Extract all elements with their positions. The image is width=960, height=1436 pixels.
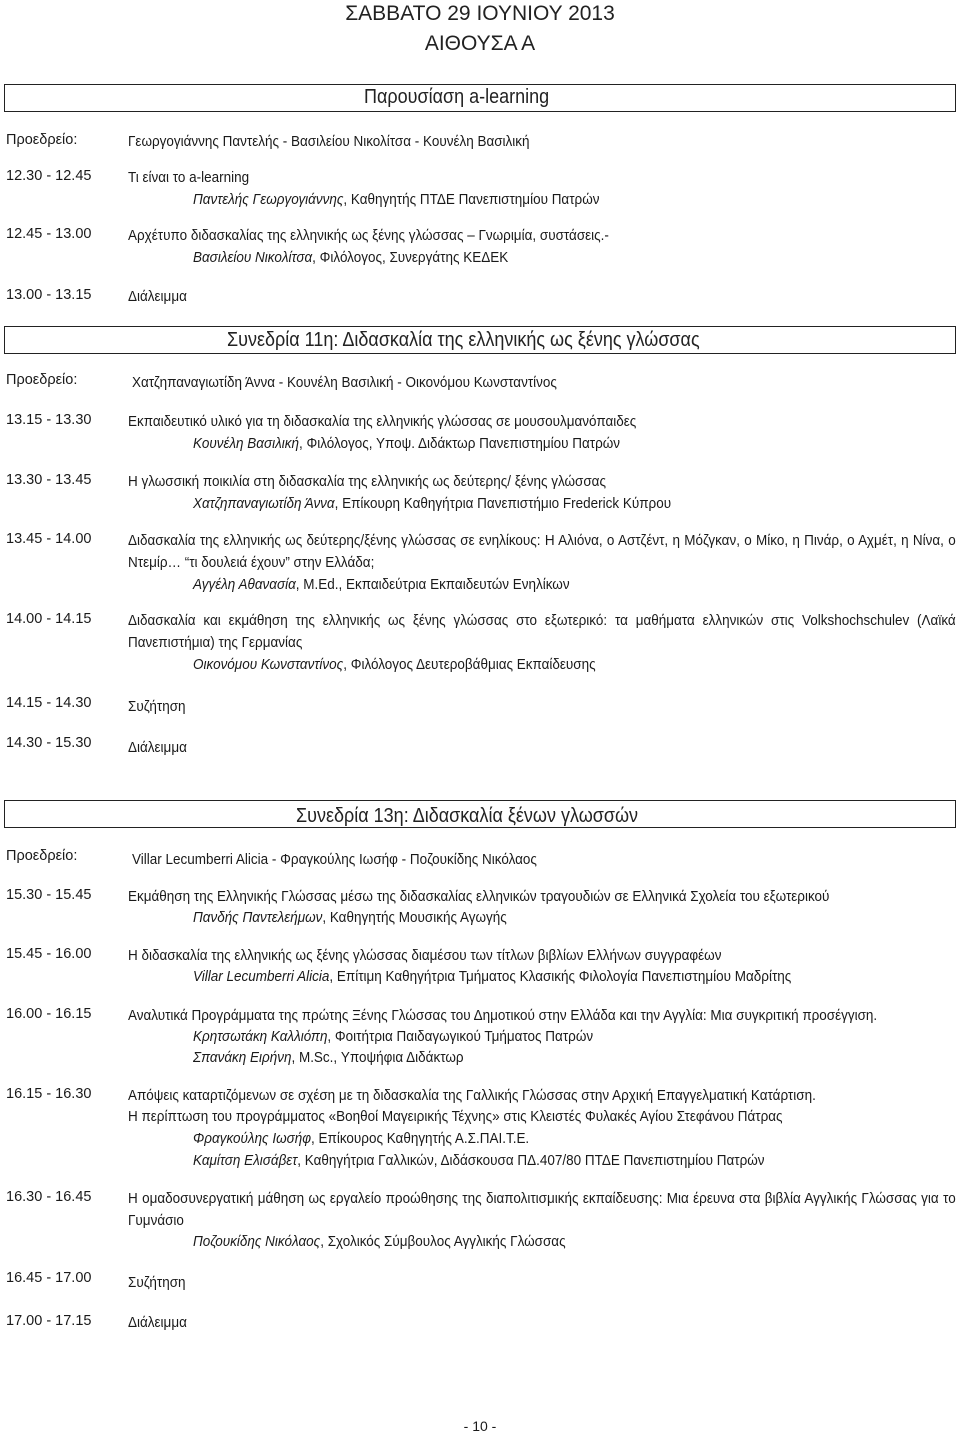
break-label: Διάλειμμα	[128, 740, 187, 756]
session-title: Διδασκαλία και εκμάθηση της ελληνικής ως ξένης γλώσσας στο εξωτερικό: τα μαθήματα ελληνικών στις Volkshochschulev (Λαϊκά Πανεπιστήμια) της Γερμανίας	[128, 613, 956, 651]
speaker-name: Σπανάκη Ειρήνη	[193, 1050, 292, 1066]
speaker-role: , Σχολικός Σύμβουλος Αγγλικής Γλώσσας	[320, 1234, 566, 1250]
speaker	[193, 247, 508, 269]
speaker-role: , Καθηγητής ΠΤΔΕ Πανεπιστημίου Πατρών	[343, 192, 600, 208]
session-time: 16.30 - 16.45	[6, 1189, 92, 1205]
session-time: 12.30 - 12.45	[6, 168, 92, 184]
chair-names: Χατζηπαναγιωτίδη Άννα - Κουνέλη Βασιλική - Οικονόμου Κωνσταντίνος	[132, 375, 557, 391]
speaker-role: , Επίκουρη Καθηγήτρια Πανεπιστήμιο Frederick Κύπρου	[334, 496, 672, 512]
speaker	[193, 1231, 566, 1253]
speaker-name: Ποζουκίδης Νικόλαος	[193, 1234, 321, 1250]
page-date: ΣΑΒΒΑΤΟ 29 ΙΟΥΝΙΟΥ 2013	[345, 2, 615, 25]
speaker-name: Οικονόμου Κωνσταντίνος	[193, 657, 344, 673]
discussion-label: Συζήτηση	[128, 1275, 186, 1291]
speaker-name: Villar Lecumberri Alicia	[193, 969, 330, 985]
speaker	[193, 493, 671, 515]
chair-names: Γεωργογιάννης Παντελής - Βασιλείου Νικολίτσα - Κουνέλη Βασιλική	[128, 134, 530, 150]
page-room: ΑΙΘΟΥΣΑ Α	[424, 32, 536, 55]
session-time: 13.15 - 13.30	[6, 412, 92, 428]
speaker-role: , Φιλόλογος, Συνεργάτης ΚΕΔΕΚ	[312, 250, 509, 266]
chair-label: Προεδρείο:	[6, 132, 78, 148]
speaker-name: Παντελής Γεωργογιάννης	[193, 192, 344, 208]
speaker-name: Κρητσωτάκη Καλλιόπη	[193, 1029, 328, 1045]
speaker-name: Χατζηπαναγιωτίδη Άννα	[193, 496, 335, 512]
speaker-role: , Καθηγητής Μουσικής Αγωγής	[322, 910, 507, 926]
session-title: Τι είναι το a-learning	[128, 170, 250, 186]
session-time: 13.30 - 13.45	[6, 472, 92, 488]
speaker	[193, 433, 620, 455]
speaker-name: Βασιλείου Νικολίτσα	[193, 250, 313, 266]
speaker	[193, 907, 507, 929]
session-time: 16.00 - 16.15	[6, 1006, 92, 1022]
session-time: 16.45 - 17.00	[6, 1270, 92, 1286]
break-label: Διάλειμμα	[128, 289, 187, 305]
speaker	[193, 189, 599, 211]
session-title: Διδασκαλία της ελληνικής ως δεύτερης/ξένης γλώσσας σε ενηλίκους: Η Αλιόνα, ο Αστζέντ, η Μόζγκαν, ο Μίκο, η Πινάρ, ο Αχμέτ, η Νίνα, ο Ντεμίρ… “τι δουλειά έχουν” στην Ελλάδα;	[128, 533, 956, 571]
chair-label: Προεδρείο:	[6, 372, 78, 388]
session-time: 17.00 - 17.15	[6, 1313, 92, 1329]
speaker-role: , Φιλόλογος Δευτεροβάθμιας Εκπαίδευσης	[343, 657, 596, 673]
speaker	[193, 574, 570, 596]
speaker-name: Καμίτση Ελισάβετ	[193, 1153, 298, 1169]
session-title: Αναλυτικά Προγράμματα της πρώτης Ξένης Γλώσσας του Δημοτικού στην Ελλάδα και την Αγγλία: Μια συγκριτική προσέγγιση.	[128, 1008, 878, 1024]
speaker	[193, 1047, 464, 1069]
speaker-role: , Επίτιμη Καθηγήτρια Τμήματος Κλασικής Φιλολογία Πανεπιστημίου Μαδρίτης	[329, 969, 792, 985]
speaker-role: , Φοιτήτρια Παιδαγωγικού Τμήματος Πατρών	[327, 1029, 594, 1045]
speaker-name: Κουνέλη Βασιλική	[193, 436, 299, 452]
session-time: 16.15 - 16.30	[6, 1086, 92, 1102]
session-title: Αρχέτυπο διδασκαλίας της ελληνικής ως ξένης γλώσσας – Γνωριμία, συστάσεις.-	[128, 228, 609, 244]
discussion-label: Συζήτηση	[128, 699, 186, 715]
session-time: 13.00 - 13.15	[6, 287, 92, 303]
speaker-role: , M.Sc., Υποψήφια Διδάκτωρ	[291, 1050, 464, 1066]
section-title-session-11: Συνεδρία 11η: Διδασκαλία της ελληνικής ως ξένης γλώσσας	[227, 329, 700, 351]
session-title: Η ομαδοσυνεργατική μάθηση ως εργαλείο προώθησης της διαπολιτισμικής εκπαίδευσης: Μια έρευνα στα βιβλία Αγγλικής Γλώσσας για το Γυμνάσιο	[128, 1191, 956, 1229]
session-title: Η διδασκαλία της ελληνικής ως ξένης γλώσσας διαμέσου των τίτλων βιβλίων Ελλήνων συγγραφέων	[128, 948, 722, 964]
session-time: 15.45 - 16.00	[6, 946, 92, 962]
speaker-name: Πανδής Παντελεήμων	[193, 910, 323, 926]
session-title-continued: Η περίπτωση του προγράμματος «Βοηθοί Μαγειρικής Τέχνης» στις Κλειστές Φυλακές Αγίου Στεφάνου Πάτρας	[128, 1109, 783, 1125]
session-time: 12.45 - 13.00	[6, 226, 92, 242]
session-time: 15.30 - 15.45	[6, 887, 92, 903]
session-time: 14.30 - 15.30	[6, 735, 92, 751]
section-title-session-13: Συνεδρία 13η: Διδασκαλία ξένων γλωσσών	[296, 805, 639, 827]
session-title: Εκπαιδευτικό υλικό για τη διδασκαλία της ελληνικής γλώσσας σε μουσουλμανόπαιδες	[128, 414, 637, 430]
break-label: Διάλειμμα	[128, 1315, 187, 1331]
speaker-name: Αγγέλη Αθανασία	[193, 577, 296, 593]
speaker	[193, 654, 596, 676]
speaker	[193, 1150, 765, 1172]
speaker-role: , Καθηγήτρια Γαλλικών, Διδάσκουσα ΠΔ.407/80 ΠΤΔΕ Πανεπιστημίου Πατρών	[297, 1153, 765, 1169]
session-time: 14.00 - 14.15	[6, 611, 92, 627]
section-title-a-learning: Παρουσίαση a-learning	[364, 86, 550, 108]
speaker-role: , Επίκουρος Καθηγητής Α.Σ.ΠΑΙ.Τ.Ε.	[311, 1131, 530, 1147]
speaker-role: , Φιλόλογος, Υποψ. Διδάκτωρ Πανεπιστημίου Πατρών	[298, 436, 621, 452]
page-number: - 10 -	[463, 1418, 497, 1434]
speaker-name: Φραγκούλης Ιωσήφ	[193, 1131, 312, 1147]
session-title: Η γλωσσική ποικιλία στη διδασκαλία της ελληνικής ως δεύτερης/ ξένης γλώσσας	[128, 474, 606, 490]
chair-names: Villar Lecumberri Alicia - Φραγκούλης Ιωσήφ - Ποζουκίδης Νικόλαος	[132, 852, 537, 868]
session-title: Απόψεις καταρτιζόμενων σε σχέση με τη διδασκαλία της Γαλλικής Γλώσσας στην Αρχική Επαγγελματική Κατάρτιση.	[128, 1088, 816, 1104]
session-time: 13.45 - 14.00	[6, 531, 92, 547]
speaker-role: , M.Ed., Εκπαιδεύτρια Εκπαιδευτών Ενηλίκων	[295, 577, 570, 593]
speaker	[193, 1128, 529, 1150]
speaker	[193, 1026, 593, 1048]
session-title: Εκμάθηση της Ελληνικής Γλώσσας μέσω της διδασκαλίας ελληνικών τραγουδιών σε Ελληνικά Σχολεία του εξωτερικού	[128, 889, 830, 905]
chair-label: Προεδρείο:	[6, 848, 78, 864]
session-time: 14.15 - 14.30	[6, 695, 92, 711]
speaker	[193, 966, 791, 988]
